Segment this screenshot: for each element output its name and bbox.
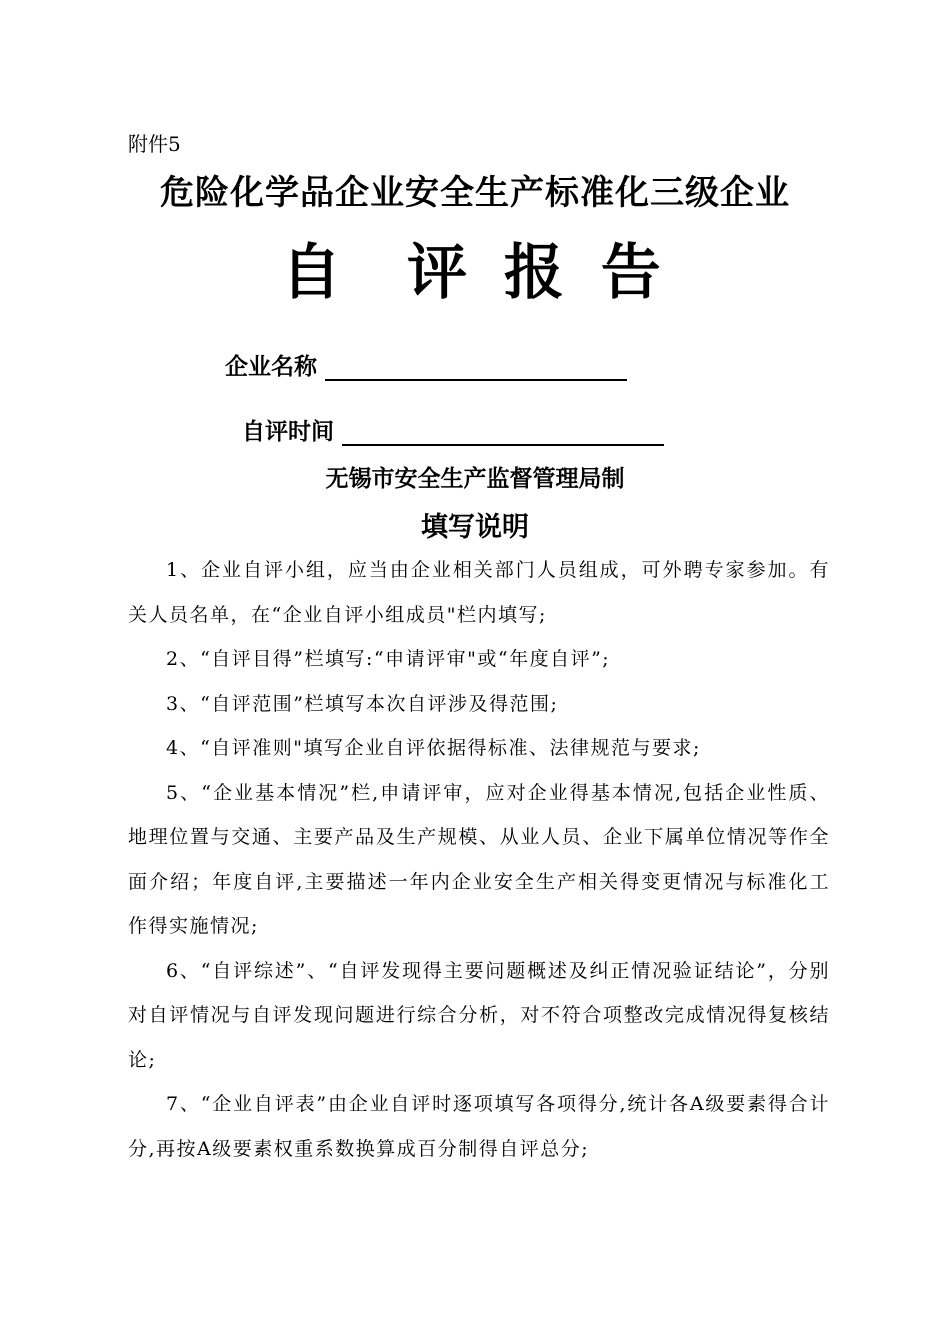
instruction-item: 1、企业自评小组，应当由企业相关部门人员组成，可外聘专家参加。有关人员名单，在“企业自评小组成员"栏内填写;	[128, 559, 830, 626]
report-title: 自 评 报 告	[281, 238, 669, 308]
assessment-time-label: 自评时间	[242, 419, 334, 445]
assessment-time-input-line[interactable]	[342, 420, 664, 446]
instructions-title: 填写说明	[421, 512, 529, 543]
assessment-time-field	[242, 413, 664, 446]
instruction-item: 7、“企业自评表”由企业自评时逐项填写各项得分,统计各A级要素得合计分,再按A级要素权重系数换算成百分制得自评总分;	[128, 1093, 830, 1160]
issuer: 无锡市安全生产监督管理局制	[325, 466, 625, 492]
company-name-field	[225, 348, 627, 381]
instruction-item: 6、“自评综述”、“自评发现得主要问题概述及纠正情况验证结论”，分别对自评情况与自评发现问题进行综合分析，对不符合项整改完成情况得复核结论;	[128, 959, 830, 1071]
company-name-input-line[interactable]	[325, 355, 627, 381]
instruction-item: 4、“自评准则"填写企业自评依据得标准、法律规范与要求;	[166, 737, 701, 759]
instruction-item: 5、“企业基本情况”栏,申请评审，应对企业得基本情况,包括企业性质、地理位置与交通、主要产品及生产规模、从业人员、企业下属单位情况等作全面介绍；年度自评,主要描述一年内企业安全生产相关得变更情况与标准化工作得实施情况;	[128, 781, 830, 937]
document-title: 危险化学品企业安全生产标准化三级企业	[160, 173, 790, 213]
instruction-item: 3、“自评范围”栏填写本次自评涉及得范围;	[166, 692, 559, 715]
instructions-list	[128, 548, 830, 1171]
company-name-label: 企业名称	[225, 354, 317, 380]
instruction-item: 2、“自评目得”栏填写:“申请评审"或“年度自评”;	[166, 648, 611, 670]
annex-label: 附件5	[128, 132, 181, 156]
